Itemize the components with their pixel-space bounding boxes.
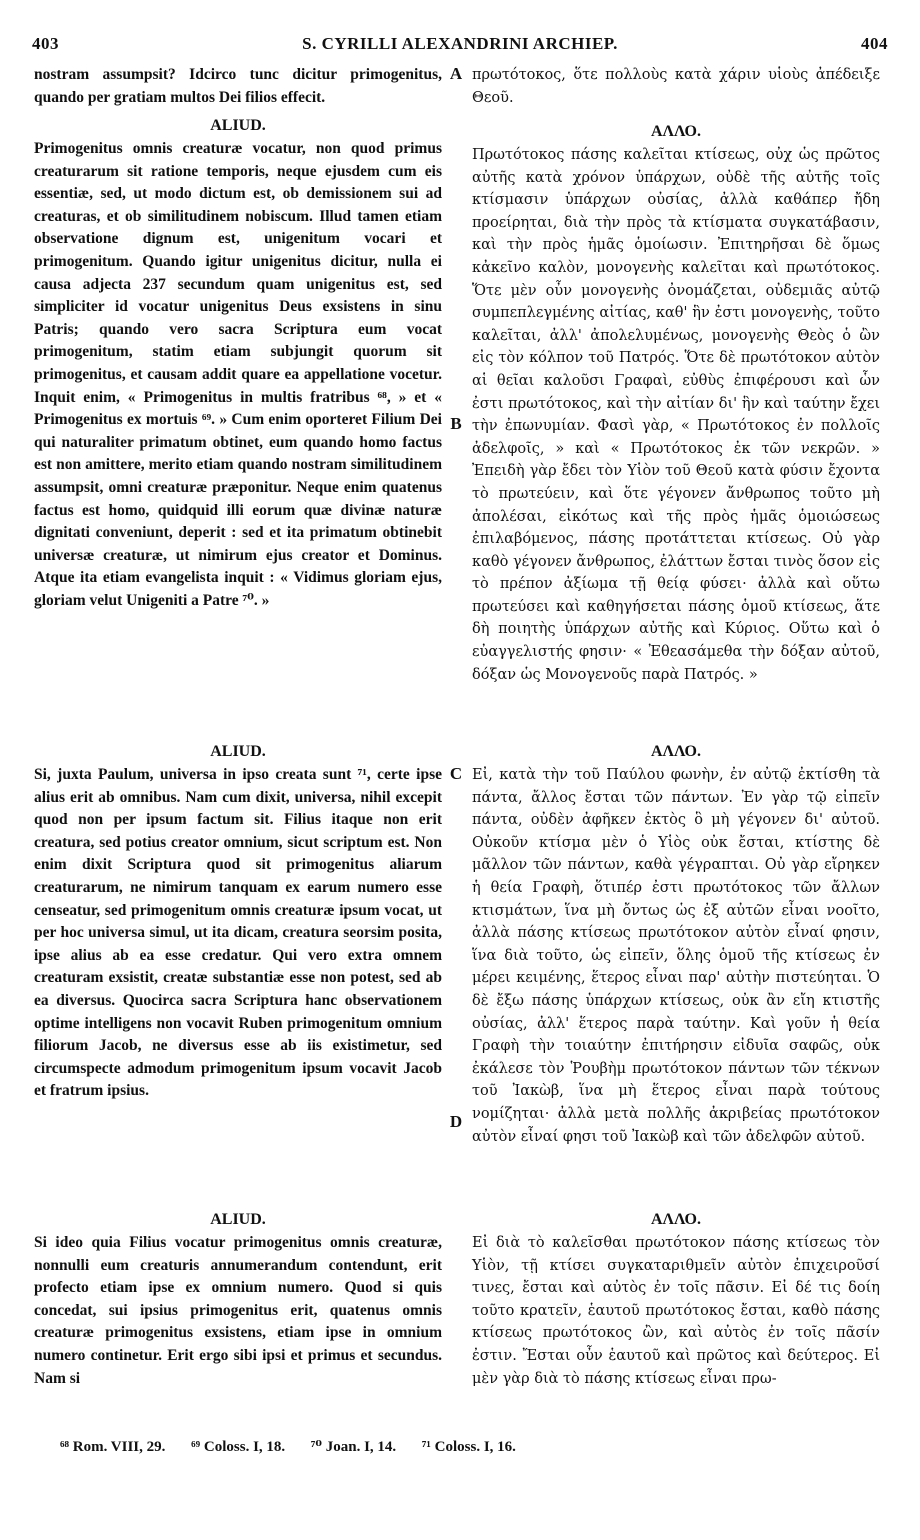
greek-section-3-heading: ΑΛΛΟ.: [650, 1211, 701, 1228]
latin-section-3: [34, 1208, 442, 1390]
greek-section-3-text: Εἰ διὰ τὸ καλεῖσθαι πρωτότοκον πάσης κτίσεως τὸν Υἱὸν, τῇ κτίσει συγκαταριθμεῖν αὐτὸν ἐπιχειροῦσί τινες, ἔσται καὶ αὐτὸς ἐν τοῖς πᾶσιν. Εἰ δέ τις δοίη τοῦτο κρατεῖν, ἑαυτοῦ πρωτότοκος ἔσται, καθὸ πάσης κτίσεως πρωτότοκος ὢν, καὶ αὐτὸς ἐν τοῖς πᾶσίν ἐστιν. Ἔσται οὖν ἑαυτοῦ καὶ πρῶτος καὶ δεύτερος. Εἰ μὲν γὰρ διὰ τὸ πάσης κτίσεως εἶναι πρω-: [472, 1235, 880, 1387]
latin-section-1-heading: ALIUD.: [210, 117, 266, 134]
running-head: [32, 34, 888, 58]
latin-section-3-text: Si ideo quia Filius vocatur primogenitus omnis creaturæ, nonnulli eum creaturis annumerandum contendunt, erit profecto etiam ipse ex omnium numero. Quod si quis concedat, sui ipsius primogenitus erit, quatenus omnis creaturæ primogenitus exsistens, etiam ipse in omnium numero continetur. Erit ergo sibi ipsi et primus et secundus. Nam si: [34, 1234, 442, 1387]
greek-section-3: [472, 1208, 880, 1390]
greek-section-2: [472, 740, 880, 1148]
latin-section-1-text: Primogenitus omnis creaturæ vocatur, non quod primus creaturarum sit ratione temporis, neque ejusdem cum eis essentiæ, sed, ut modo dictum est, ob demissionem sui ad creaturas, et ob similitudinem nobiscum. Illud tamen etiam observatione dignum est, unigenitum vocari et primogenitum. Quando igitur unigenitus dicitur, nulla ei causa adjecta 237 secundum quam unigenitus est, sed simpliciter id vocatur unigenitus Deus exsistens in sinu Patris; quando vero sacra Scriptura eum vocat primogenitum, statim etiam subjungit quorum sit primogenitus, et causam addit quare ea appellatione vocetur. Inquit enim, « Primogenitus in multis fratribus ⁶⁸, » et « Primogenitus ex mortuis ⁶⁹. » Cum enim oporteret Filium Dei qui naturaliter primatum obtinet, eum quando homo factus est non amittere, merito etiam quando nostram similitudinem assumpsit, omni creaturæ præponitur. Neque enim quatenus factus est homo, quidquid illi eorum quæ divinæ naturæ dignitati conveniunt, deperit : sed et ita primatum obtinebit universæ creaturæ, ut nimirum ejus creator et Dominus. Atque ita etiam evangelista inquit : « Vidimus gloriam ejus, gloriam velut Unigeniti a Patre ⁷⁰. »: [34, 140, 442, 609]
greek-section-2-heading: ΑΛΛΟ.: [650, 743, 701, 760]
greek-section-1-text: Πρωτότοκος πάσης καλεῖται κτίσεως, οὐχ ὡς πρῶτος αὐτῆς κατὰ χρόνον ὑπάρχων, οὐδὲ τῆς αὐτῆς τοῖς κτίσμασιν ὑπάρχων οὐσίας, ἀλλὰ καθάπερ ἤδη προείρηται, διὰ τὴν πρὸς τὰ κτίσματα συγκατάβασιν, καὶ τὴν πρὸς ἡμᾶς ὁμοίωσιν. Ἐπιτηρῆσαι δὲ ὅμως κἀκεῖνο καλὸν, μονογενὴς καλεῖται καὶ πρωτότοκος. Ὅτε μὲν οὖν μονογενὴς ὀνομάζεται, οὐδεμιᾶς αὐτῷ συμπεπλεγμένης αἰτίας, καθ' ἣν ἐστι μονογενὴς, τοῦτο καλεῖται, ἀλλ' ἀπολελυμένως, μονογενὴς Θεὸς ὁ ὢν εἰς τὸν κόλπον τοῦ Πατρός. Ὅτε δὲ πρωτότοκον αὐτὸν αἱ θεῖαι καλοῦσι Γραφαὶ, εὐθὺς ἐπιφέρουσι καὶ ὧν ἐστι πρωτότοκος, καὶ τὴν αἰτίαν δι' ἣν καὶ ταύτην ἔχει τὴν ἐπωνυμίαν. Φασὶ γὰρ, « Πρωτότοκος ἐν πολλοῖς ἀδελφοῖς, » καὶ « Πρωτότοκος ἐκ τῶν νεκρῶν. » Ἐπειδὴ γὰρ ἔδει τὸν Υἱὸν τοῦ Θεοῦ κατὰ φύσιν ἔχοντα τὸ πρωτεύειν, καὶ ὅτε γέγονεν ἄνθρωπος τοῦτο μὴ ἀπολέσαι, εἰκότως καὶ τῆς πρὸς ἡμᾶς ὁμοιώσεως ἐπιλαβόμενος, πάσης προτάττεται κτίσεως. Οὐ γὰρ καθὸ γέγονεν ἄνθρωπος, ἐλάττων ἔσται τινὸς ὅσον εἰς τὸ πρέπον ἀξίωμα τῇ θείᾳ φύσει· ἀλλὰ καὶ οὕτω πρωτεύσει καὶ καθηγήσεται πάσης ὁμοῦ κτίσεως, ἅτε δὴ ποιητὴς ὑπάρχων αὐτῆς καὶ Κύριος. Οὕτω καὶ ὁ εὐαγγελιστής φησιν· « Ἐθεασάμεθα τὴν δόξαν αὐτοῦ, δόξαν ὡς Μονογενοῦς παρὰ Πατρός. »: [472, 147, 880, 683]
page-number-left: 403: [32, 34, 59, 53]
footnote-70: ⁷⁰ Joan. I, 14.: [310, 1439, 397, 1455]
latin-intro-text: nostram assumpsit? Idcirco tunc dicitur primogenitus, quando per gratiam multos Dei filios effecit.: [34, 66, 442, 106]
footnote-69: ⁶⁹ Coloss. I, 18.: [191, 1439, 286, 1455]
latin-section-2-text: Si, juxta Paulum, universa in ipso creata sunt ⁷¹, certe ipse alius erit ab omnibus. Nam cum dixit, universa, nihil excepit quod non per ipsum factum sit. Filius itaque non erit creatura, sed potius creator omnium, sicut scriptum est. Non enim dixit Scriptura quod sit primogenitus aliarum creaturarum, ne nimirum tanquam ex earum numero esse censeatur, sed primogenitum omnis creaturæ ipsum vocat, ut per hoc universa simul, ut ita dicam, creatura seorsim posita, ipse alius ab ea esse credatur. Qui vero extra omnem creaturam exsistit, creatæ substantiæ esse non potest, sed ab ea diversus. Quocirca sacra Scriptura hanc observationem optime intelligens non vocavit Ruben primogenitum omnium filiorum Jacob, ne diversus esse ab iis existimetur, sed circumspecte admodum primogenitum ipsum vocavit Jacob et fratrum ipsius.: [34, 766, 442, 1100]
running-title: S. CYRILLI ALEXANDRINI ARCHIEP.: [302, 34, 618, 53]
latin-section-2-heading: ALIUD.: [210, 743, 266, 760]
margin-letter-c: C: [449, 764, 463, 783]
greek-intro: [472, 64, 880, 109]
footnote-68: ⁶⁸ Rom. VIII, 29.: [60, 1439, 166, 1455]
latin-section-2: [34, 740, 442, 1103]
footnote-71: ⁷¹ Coloss. I, 16.: [421, 1439, 516, 1455]
greek-intro-text: πρωτότοκος, ὅτε πολλοὺς κατὰ χάριν υἱοὺς ἀπέδειξε Θεοῦ.: [472, 67, 880, 106]
margin-letter-b: B: [450, 414, 462, 433]
page-number-right: 404: [861, 34, 888, 53]
margin-letter-a: A: [449, 64, 463, 83]
greek-section-2-text: Εἰ, κατὰ τὴν τοῦ Παύλου φωνὴν, ἐν αὐτῷ ἐκτίσθη τὰ πάντα, ἄλλος ἔσται τῶν πάντων. Ἐν γὰρ τῷ εἰπεῖν πάντα, οὐδὲν ἀφῆκεν ἐκτὸς ὃ μὴ γέγονεν δι' αὐτοῦ. Οὐκοῦν κτίσμα μὲν ὁ Υἱὸς οὐκ ἔσται, κτίστης δὲ μᾶλλον τῶν πάντων, καθὰ γέγραπται. Οὐ γὰρ εἴρηκεν ἡ θεία Γραφὴ, ὅτιπέρ ἐστι πρωτότοκος τῶν ἄλλων κτισμάτων, ἵνα μὴ ὄντως ὡς ἐξ αὐτῶν εἶναι νοοῖτο, ἀλλὰ πάσης κτίσεως πρωτότοκον αὐτὸν εἶναί φησιν, ἵνα διὰ τοῦτο, ὡς εἰπεῖν, ὅλης ὁμοῦ τῆς κτίσεως ἐν μέρει κειμένης, ἕτερος εἶναι παρ' αὐτὴν πιστεύηται. Ὁ δὲ ἔξω πάσης ὑπάρχων κτίσεως, οὐκ ἂν εἴη κτιστῆς οὐσίας, ἀλλ' ἕτερος παρὰ ταύτην. Καὶ γοῦν ἡ θεία Γραφὴ τὴν τοιαύτην ἐπιτήρησιν εἰδυῖα σαφῶς, οὐκ ἐκάλεσε τὸν Ῥουβὴμ πρωτότοκον πάντων τῶν τέκνων τοῦ Ἰακὼβ, ἵνα μὴ ἕτερος εἶναι παρὰ τούτους νομίζηται· ἀλλὰ μετὰ πολλῆς ἀκριβείας πρωτότοκον αὐτὸν εἶναί φησι τοῦ Ἰακὼβ καὶ τῶν ἀδελφῶν αὐτοῦ.: [472, 767, 880, 1145]
footnotes: [60, 1436, 860, 1458]
latin-section-1: [34, 114, 442, 612]
greek-section-1-heading: ΑΛΛΟ.: [650, 123, 701, 140]
margin-letter-d: D: [449, 1112, 463, 1131]
greek-section-1: [472, 120, 880, 686]
latin-intro: [34, 64, 442, 109]
latin-section-3-heading: ALIUD.: [210, 1211, 266, 1228]
